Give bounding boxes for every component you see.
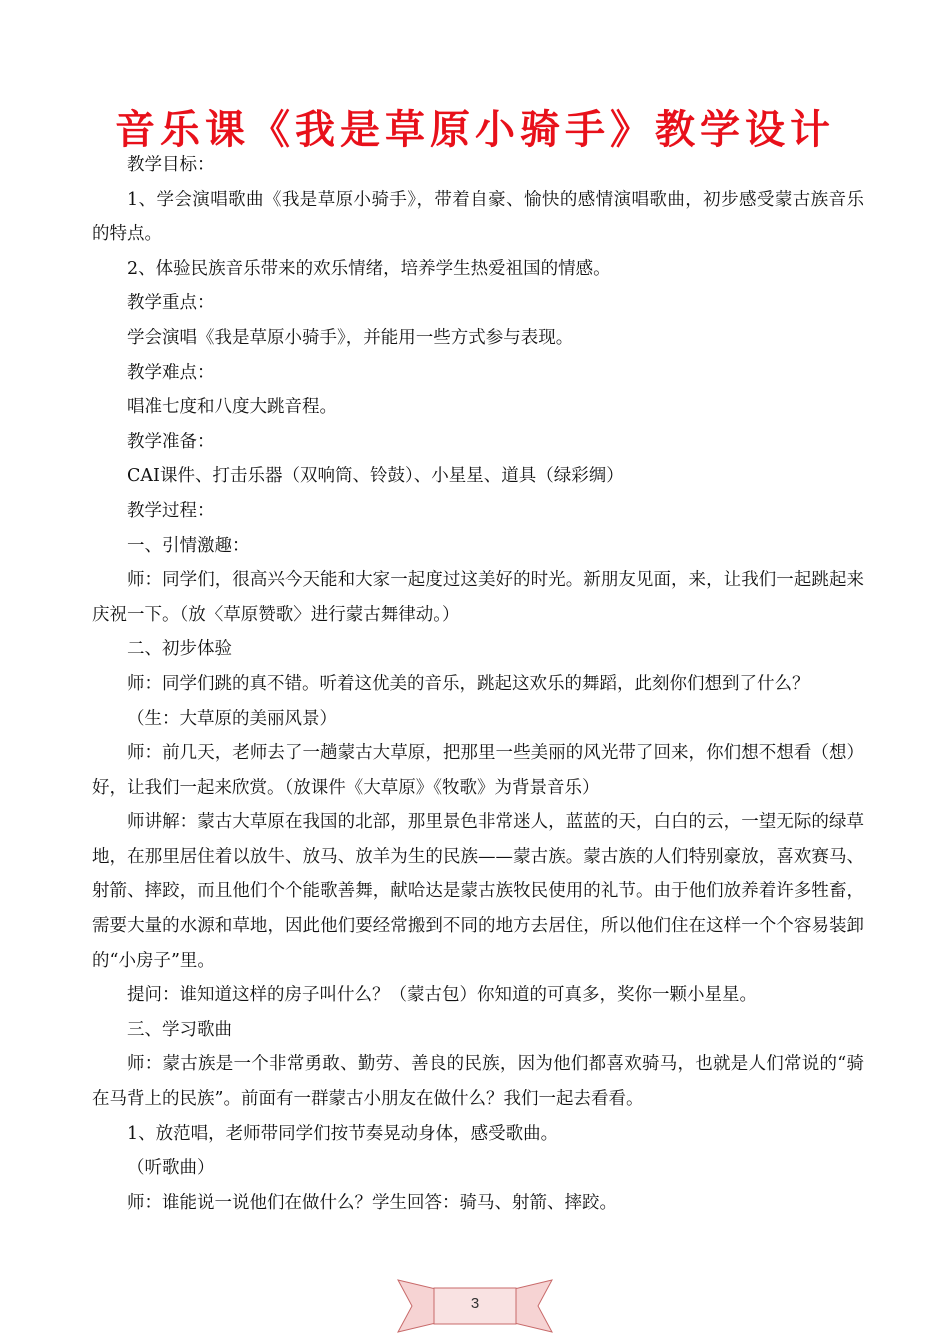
- paragraph: 三、学习歌曲: [127, 1019, 232, 1040]
- paragraph: 学会演唱《我是草原小骑手》，并能用一些方式参与表现。: [127, 327, 574, 348]
- paragraph: 1、学会演唱歌曲《我是草原小骑手》，带着自豪、愉快的感情演唱歌曲，初步感受蒙古族音乐的特点。: [92, 189, 864, 245]
- paragraph: 师讲解：蒙古大草原在我国的北部，那里景色非常迷人，蓝蓝的天，白白的云，一望无际的绿草地，在那里居住着以放牛、放马、放羊为生的民族——蒙古族。蒙古族的人们特别豪放，喜欢赛马、射箭、摔跤，而且他们个个能歌善舞，献哈达是蒙古族牧民使用的礼节。由于他们放养着许多牲畜，需要大量的水源和草地，因此他们要经常搬到不同的地方去居住，所以他们住在这样一个个容易装卸的“小房子”里。: [92, 812, 864, 971]
- paragraph: 提问：谁知道这样的房子叫什么？（蒙古包）你知道的可真多，奖你一颗小星星。: [127, 985, 757, 1006]
- paragraph: 师：前几天，老师去了一趟蒙古大草原，把那里一些美丽的风光带了回来，你们想不想看（想）好，让我们一起来欣赏。（放课件《大草原》《牧歌》为背景音乐）: [92, 743, 864, 798]
- paragraph: 师：同学们跳的真不错。听着这优美的音乐，跳起这欢乐的舞蹈，此刻你们想到了什么？: [127, 673, 810, 694]
- paragraph: 师：谁能说一说他们在做什么？学生回答：骑马、射箭、摔跤。: [127, 1192, 617, 1213]
- paragraph: 一、引情激趣：: [127, 535, 250, 556]
- paragraph: 2、体验民族音乐带来的欢乐情绪，培养学生热爱祖国的情感。: [127, 258, 611, 279]
- paragraph: （生：大草原的美丽风景）: [127, 708, 337, 729]
- document-body: [92, 148, 864, 1220]
- paragraph: 教学过程：: [127, 500, 215, 521]
- paragraph: 师：同学们，很高兴今天能和大家一起度过这美好的时光。新朋友见面，来，让我们一起跳起来庆祝一下。（放〈草原赞歌〉进行蒙古舞律动。）: [92, 570, 864, 625]
- page-number: 3: [470, 1295, 480, 1312]
- paragraph: CAI课件、打击乐器（双响筒、铃鼓）、小星星、道具（绿彩绸）: [127, 466, 624, 487]
- paragraph: 唱准七度和八度大跳音程。: [127, 397, 337, 418]
- paragraph: 教学准备：: [127, 431, 215, 452]
- document-title: 音乐课《我是草原小骑手》教学设计: [115, 106, 835, 153]
- paragraph: （听歌曲）: [127, 1158, 215, 1179]
- paragraph: 教学重点：: [127, 293, 215, 314]
- paragraph: 1、放范唱，老师带同学们按节奏晃动身体，感受歌曲。: [127, 1123, 559, 1144]
- paragraph: 教学目标：: [127, 155, 215, 175]
- paragraph: 师：蒙古族是一个非常勇敢、勤劳、善良的民族，因为他们都喜欢骑马，也就是人们常说的“骑在马背上的民族”。前面有一群蒙古小朋友在做什么？我们一起去看看。: [92, 1054, 864, 1110]
- paragraph: 教学难点：: [127, 362, 215, 383]
- paragraph: 二、初步体验: [127, 639, 232, 660]
